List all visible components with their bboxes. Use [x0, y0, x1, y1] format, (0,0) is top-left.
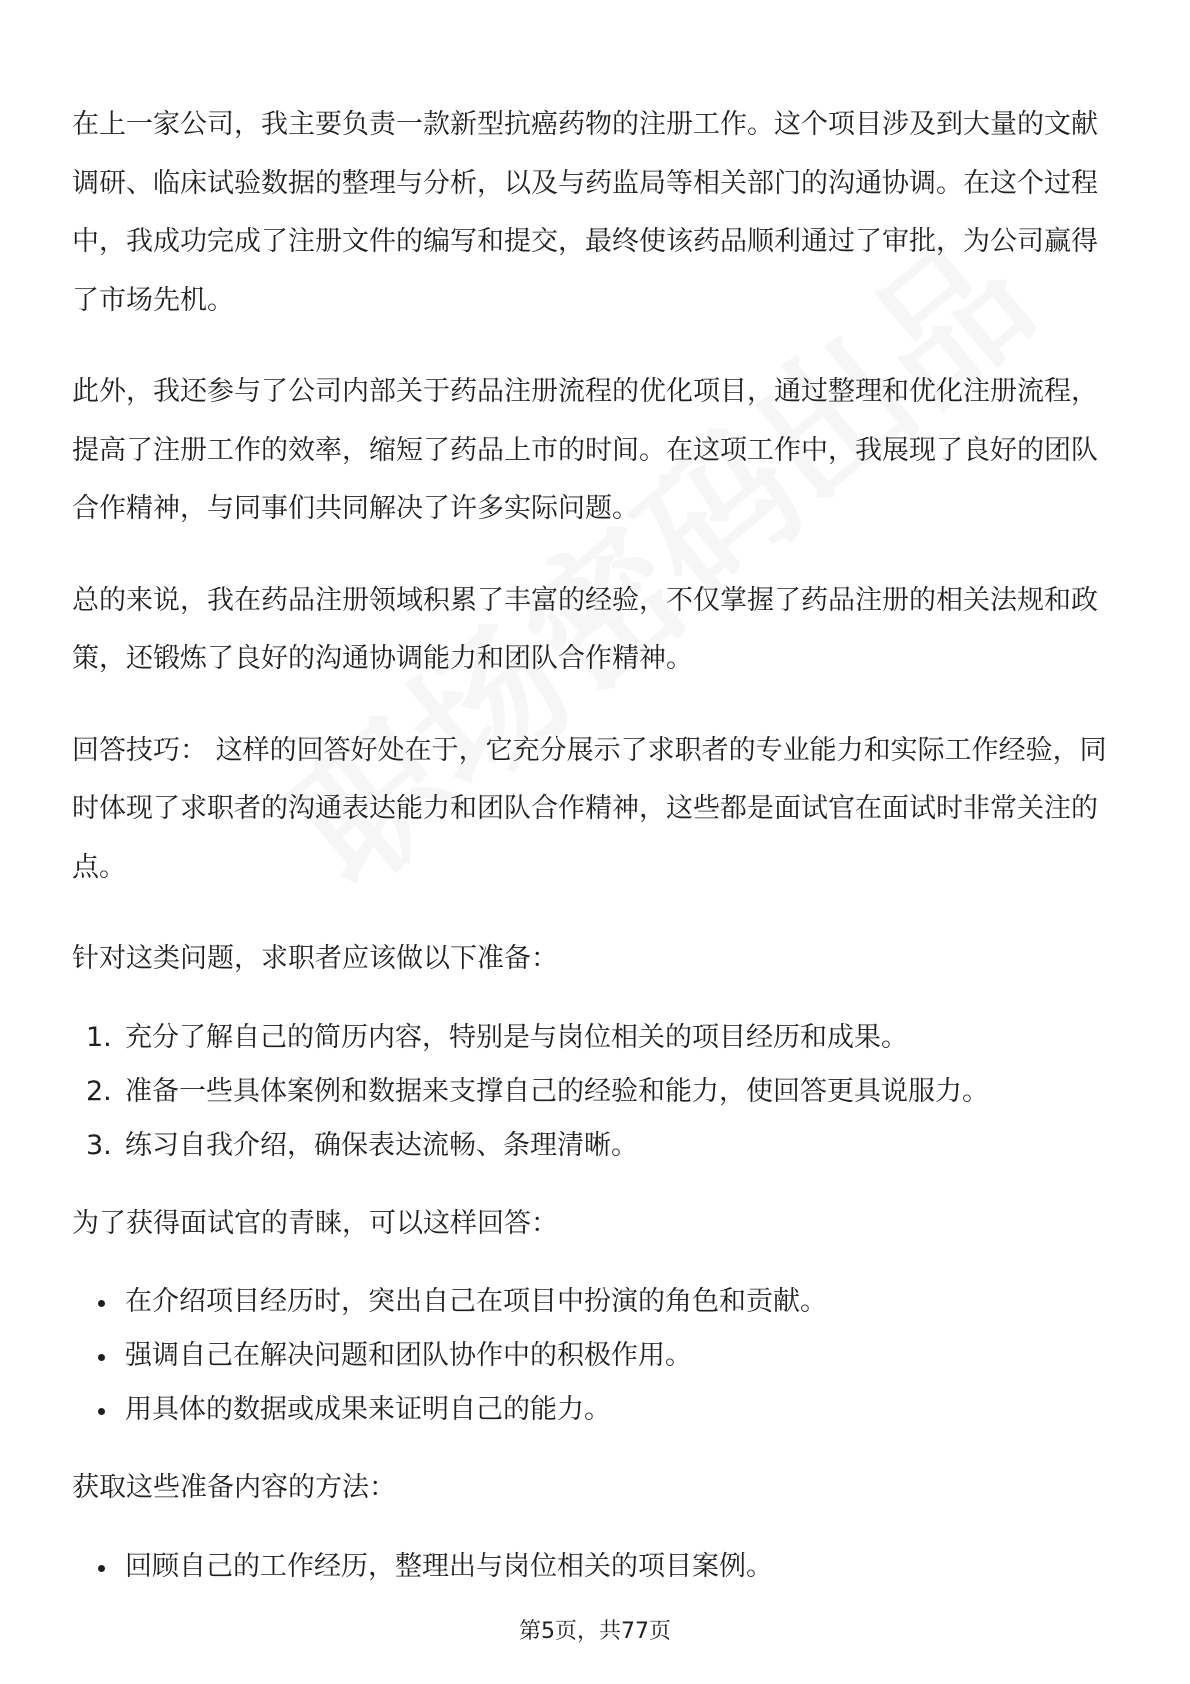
list-item-text: 准备一些具体案例和数据来支撑自己的经验和能力，使回答更具说服力。 [125, 1075, 989, 1107]
list-number: 3. [86, 1129, 112, 1161]
list-item [72, 1065, 1122, 1119]
list-item-text: 强调自己在解决问题和团队协作中的积极作用。 [125, 1340, 692, 1371]
list-item-text: 充分了解自己的简历内容，特别是与岗位相关的项目经历和成果。 [125, 1021, 908, 1053]
answer-tips-list [72, 1275, 1122, 1437]
method-tips-list [72, 1540, 1122, 1594]
page-number: 第5页，共77页 [519, 1619, 671, 1644]
bullet-icon [98, 1354, 105, 1361]
paragraph-summary: 总的来说，我在药品注册领域积累了丰富的经验，不仅掌握了药品注册的相关法规和政策，还锻炼了良好的沟通协调能力和团队合作精神。 [72, 584, 1098, 674]
bullet-icon [98, 1300, 105, 1307]
paragraph-optimization: 此外，我还参与了公司内部关于药品注册流程的优化项目，通过整理和优化注册流程，提高了注册工作的效率，缩短了药品上市的时间。在这项工作中，我展现了良好的团队合作精神，与同事们共同解决了许多实际问题。 [72, 376, 1098, 524]
paragraph-method-intro: 获取这些准备内容的方法： [72, 1472, 396, 1503]
list-item [72, 1275, 1122, 1329]
list-number: 2. [86, 1075, 112, 1107]
paragraph-answer-tips: 回答技巧： 这样的回答好处在于，它充分展示了求职者的专业能力和实际工作经验，同时体现了求职者的沟通表达能力和团队合作精神，这些都是面试官在面试时非常关注的点。 [72, 734, 1107, 883]
prep-steps-list [72, 1011, 1122, 1173]
list-item [72, 1540, 1122, 1594]
paragraph-experience: 在上一家公司，我主要负责一款新型抗癌药物的注册工作。这个项目涉及到大量的文献调研、临床试验数据的整理与分析，以及与药监局等相关部门的沟通协调。在这个过程中，我成功完成了注册文件的编写和提交，最终使该药品顺利通过了审批，为公司赢得了市场先机。 [72, 109, 1098, 316]
list-item [72, 1011, 1122, 1065]
list-number: 1. [86, 1021, 112, 1053]
list-item-text: 在介绍项目经历时，突出自己在项目中扮演的角色和贡献。 [125, 1286, 827, 1317]
bullet-icon [98, 1565, 105, 1572]
list-item [72, 1383, 1122, 1437]
list-item-text: 用具体的数据或成果来证明自己的能力。 [125, 1394, 611, 1425]
paragraph-prep-intro: 针对这类问题，求职者应该做以下准备： [72, 943, 558, 974]
paragraph-answer-intro: 为了获得面试官的青睐，可以这样回答： [72, 1207, 558, 1239]
list-item [72, 1119, 1122, 1173]
document-body [72, 96, 1122, 1594]
list-item-text: 回顾自己的工作经历，整理出与岗位相关的项目案例。 [125, 1550, 773, 1582]
list-item [72, 1329, 1122, 1383]
list-item-text: 练习自我介绍，确保表达流畅、条理清晰。 [125, 1129, 638, 1161]
bullet-icon [98, 1408, 105, 1415]
